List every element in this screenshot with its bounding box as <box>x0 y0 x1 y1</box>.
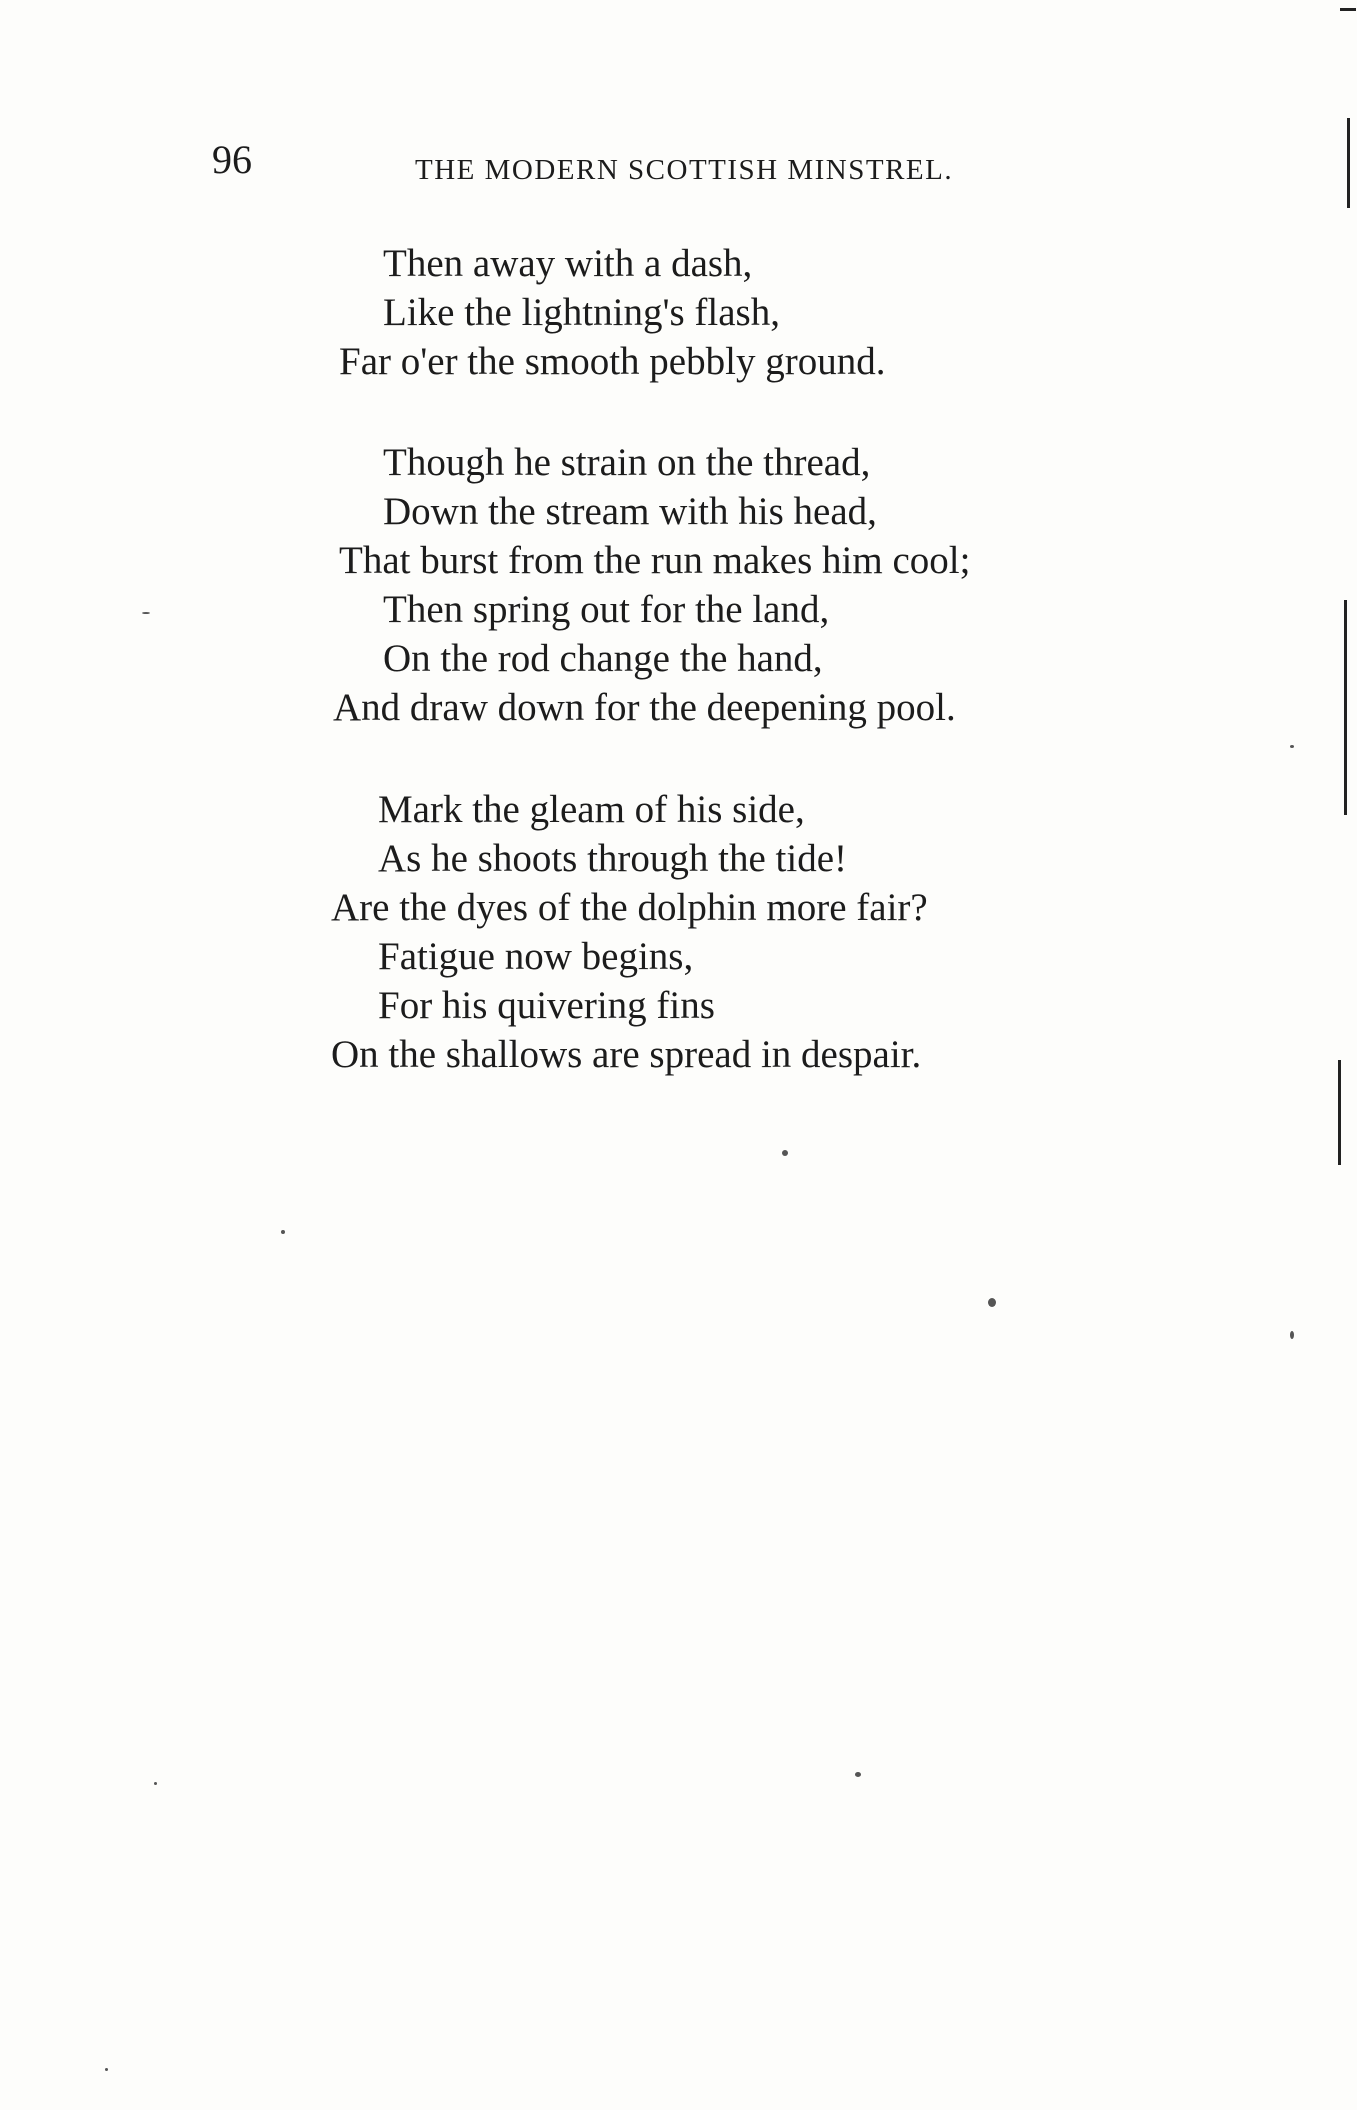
scan-edge-mark <box>1338 1060 1341 1165</box>
poem-line: That burst from the run makes him cool; <box>339 539 971 582</box>
scan-edge-mark <box>1347 118 1350 208</box>
poem-line: Fatigue now begins, <box>378 935 694 978</box>
scan-speck <box>281 1230 285 1234</box>
page-number: 96 <box>212 137 252 182</box>
poem-line: On the shallows are spread in despair. <box>331 1033 922 1076</box>
running-head: THE MODERN SCOTTISH MINSTREL. <box>415 154 954 186</box>
poem-line: Mark the gleam of his side, <box>378 788 805 831</box>
scan-speck <box>988 1298 996 1307</box>
poem-line: Are the dyes of the dolphin more fair? <box>331 886 928 929</box>
scan-edge-mark <box>1344 600 1347 815</box>
scan-speck <box>1290 745 1294 748</box>
poem-line: Like the lightning's flash, <box>383 291 780 334</box>
poem-line: On the rod change the hand, <box>383 637 823 680</box>
scan-speck <box>782 1150 788 1156</box>
poem-line: Far o'er the smooth pebbly ground. <box>339 340 886 383</box>
poem-line: As he shoots through the tide! <box>378 837 848 880</box>
scan-edge-mark <box>1340 8 1356 11</box>
poem-line: For his quivering fins <box>378 984 715 1027</box>
scan-speck <box>1290 1331 1294 1339</box>
poem-line: Down the stream with his head, <box>383 490 877 533</box>
scan-speck <box>105 2068 108 2071</box>
poem-line: Though he strain on the thread, <box>383 441 871 484</box>
poem-line: And draw down for the deepening pool. <box>333 686 956 729</box>
scan-speck <box>154 1782 157 1785</box>
poem-line: Then spring out for the land, <box>383 588 830 631</box>
poem-line: Then away with a dash, <box>383 242 753 285</box>
scan-speck <box>855 1772 861 1777</box>
scan-speck <box>142 612 150 614</box>
